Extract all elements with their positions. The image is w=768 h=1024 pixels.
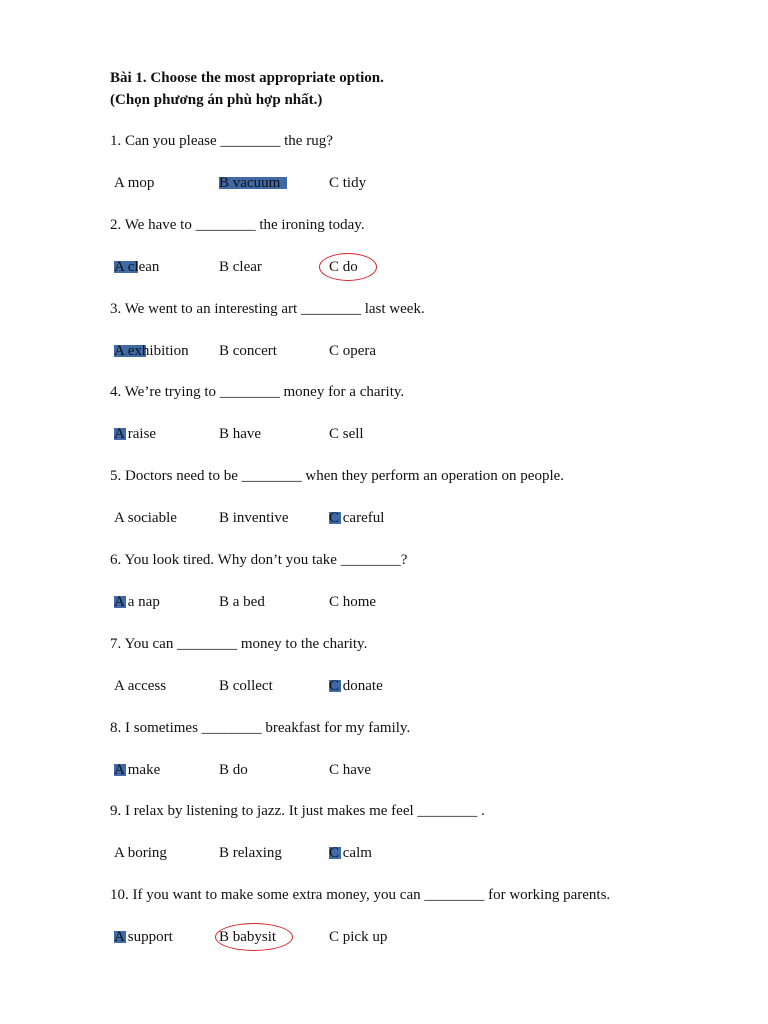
option-b[interactable] [219, 258, 262, 276]
question-text: 9. I relax by listening to jazz. It just makes me feel ________ . [110, 803, 485, 819]
option-c[interactable] [329, 174, 366, 192]
option-c[interactable] [329, 761, 371, 779]
option-label: A boring [114, 845, 167, 861]
answer-circle [215, 923, 293, 951]
option-label: B vacuum [219, 175, 281, 191]
option-label: C sell [329, 426, 364, 442]
option-label: A clean [114, 259, 160, 275]
question-text: 10. If you want to make some extra money, you can ________ for working parents. [110, 887, 611, 903]
question-text: 1. Can you please ________ the rug? [110, 133, 333, 149]
question-text: 4. We’re trying to ________ money for a charity. [110, 384, 405, 400]
answer-circle [319, 253, 377, 281]
option-a[interactable] [114, 425, 156, 443]
option-label: A a nap [114, 594, 160, 610]
option-label: C donate [329, 678, 383, 694]
option-b[interactable] [219, 509, 289, 527]
option-c[interactable] [329, 425, 364, 443]
option-label: C opera [329, 343, 377, 359]
option-c[interactable] [329, 342, 376, 360]
option-a[interactable] [114, 928, 173, 946]
option-b[interactable] [219, 174, 280, 192]
option-label: C careful [329, 510, 385, 526]
question-text: 6. You look tired. Why don’t you take ________? [110, 552, 408, 568]
option-a[interactable] [114, 342, 189, 360]
option-a[interactable] [114, 174, 154, 192]
option-a[interactable] [114, 258, 159, 276]
option-label: B a bed [219, 594, 265, 610]
option-label: C pick up [329, 929, 388, 945]
option-b[interactable] [219, 677, 273, 695]
option-a[interactable] [114, 844, 167, 862]
option-b[interactable] [219, 761, 248, 779]
option-c[interactable] [329, 844, 372, 862]
option-label: A sociable [114, 510, 177, 526]
option-label: B do [219, 762, 248, 778]
option-a[interactable] [114, 761, 160, 779]
option-b[interactable] [219, 425, 261, 443]
option-c[interactable] [329, 677, 383, 695]
option-a[interactable] [114, 677, 166, 695]
question-text: 5. Doctors need to be ________ when they perform an operation on people. [110, 468, 565, 484]
option-b[interactable] [219, 593, 265, 611]
option-b[interactable] [219, 342, 277, 360]
exercise-title: Bài 1. Choose the most appropriate option. [110, 70, 384, 86]
option-label: A make [114, 762, 161, 778]
option-label: B inventive [219, 510, 289, 526]
option-label: B collect [219, 678, 273, 694]
exercise-subtitle: (Chọn phương án phù hợp nhất.) [110, 92, 323, 108]
option-label: B babysit [219, 929, 277, 945]
option-label: C calm [329, 845, 372, 861]
option-a[interactable] [114, 593, 160, 611]
option-c[interactable] [329, 593, 376, 611]
question-text: 3. We went to an interesting art ________ last week. [110, 301, 425, 317]
option-label: B concert [219, 343, 277, 359]
option-a[interactable] [114, 509, 177, 527]
option-label: A exhibition [114, 343, 189, 359]
option-c[interactable] [329, 509, 384, 527]
option-label: B clear [219, 259, 262, 275]
option-label: C tidy [329, 175, 367, 191]
option-label: C have [329, 762, 372, 778]
option-c[interactable] [329, 928, 387, 946]
option-label: A raise [114, 426, 157, 442]
question-text: 2. We have to ________ the ironing today. [110, 217, 365, 233]
option-label: B relaxing [219, 845, 282, 861]
option-label: A mop [114, 175, 155, 191]
option-b[interactable] [219, 844, 282, 862]
question-text: 7. You can ________ money to the charity. [110, 636, 368, 652]
option-label: C home [329, 594, 377, 610]
option-label: A support [114, 929, 173, 945]
option-label: C do [329, 259, 358, 275]
question-text: 8. I sometimes ________ breakfast for my family. [110, 720, 411, 736]
option-label: A access [114, 678, 167, 694]
option-label: B have [219, 426, 262, 442]
